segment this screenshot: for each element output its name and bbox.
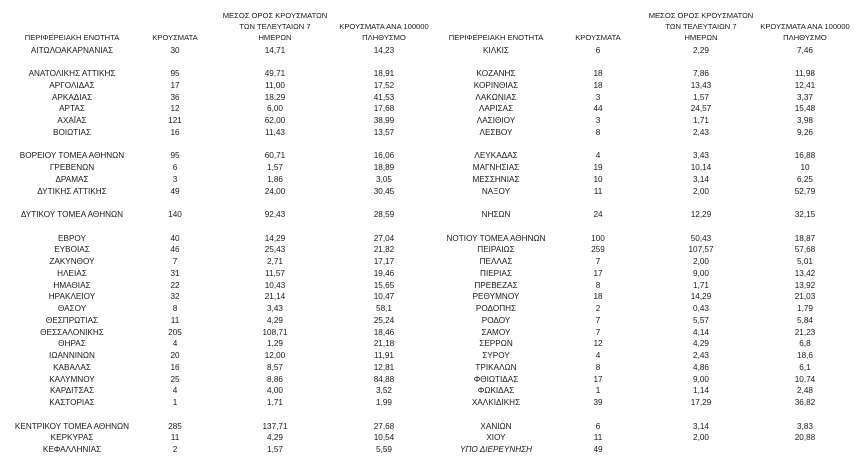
right-cases-cell: 18 <box>593 80 603 90</box>
left-header-avg-2: ΤΩΝ ΤΕΛΕΥΤΑΙΩΝ 7 <box>239 22 311 31</box>
right-avg-cell: 1,57 <box>693 92 709 102</box>
right-per100k-cell: 57,68 <box>794 245 816 255</box>
right-cases-cell: 24 <box>593 210 603 219</box>
left-region-cell: ΚΑΣΤΟΡΙΑΣ <box>49 398 95 407</box>
right-per100k-cell: 10 <box>800 163 810 172</box>
left-avg-cell: 2,71 <box>267 257 283 266</box>
left-region-cell: ΗΛΕΙΑΣ <box>57 268 87 278</box>
left-region-cell: ΚΕΦΑΛΛΗΝΙΑΣ <box>42 445 102 454</box>
left-avg-cell: 10,43 <box>264 280 286 290</box>
left-avg-cell: 1,71 <box>267 398 283 407</box>
left-avg-cell: 6,00 <box>267 104 283 114</box>
left-cases-cell: 8 <box>172 304 178 313</box>
left-region-cell: ΘΑΣΟΥ <box>57 304 87 313</box>
right-per100k-cell: 12,41 <box>794 80 816 90</box>
right-header-avg-2: ΤΩΝ ΤΕΛΕΥΤΑΙΩΝ 7 <box>665 22 737 31</box>
right-per100k-cell: 5,84 <box>797 315 813 325</box>
right-avg-cell: 2,29 <box>693 45 709 55</box>
left-per100k-cell: 38,99 <box>373 116 395 125</box>
left-cases-cell: 30 <box>170 45 180 55</box>
left-per100k-cell: 17,17 <box>373 257 395 266</box>
left-region-cell: ΘΕΣΠΡΩΤΙΑΣ <box>45 315 99 325</box>
right-region-cell: ΛΕΥΚΑΔΑΣ <box>474 151 518 161</box>
right-cases-cell: 49 <box>593 445 603 454</box>
left-per100k-cell: 3,52 <box>376 386 392 396</box>
left-cases-cell: 40 <box>170 233 180 243</box>
left-per100k-cell: 19,46 <box>373 268 395 278</box>
left-cases-cell: 16 <box>170 362 180 372</box>
left-avg-cell: 4,29 <box>267 433 283 443</box>
right-per100k-cell: 13,42 <box>794 268 816 278</box>
left-cases-cell: 95 <box>170 151 180 161</box>
left-region-cell: ΕΥΒΟΙΑΣ <box>54 245 90 255</box>
right-cases-cell: 4 <box>595 151 601 161</box>
left-avg-cell: 3,43 <box>267 304 283 313</box>
right-avg-cell: 2,43 <box>693 127 709 137</box>
right-avg-cell: 3,14 <box>693 174 709 184</box>
left-region-cell: ΚΑΛΥΜΝΟΥ <box>49 374 95 384</box>
left-cases-cell: 32 <box>170 292 180 302</box>
left-per100k-cell: 25,24 <box>373 315 395 325</box>
left-cases-cell: 25 <box>170 374 180 384</box>
right-avg-cell: 1,71 <box>693 116 709 125</box>
left-avg-cell: 1,57 <box>267 445 283 454</box>
right-avg-cell: 4,29 <box>693 339 709 349</box>
right-cases-cell: 3 <box>595 116 601 125</box>
left-cases-cell: 49 <box>170 186 180 196</box>
right-avg-cell: 5,57 <box>693 315 709 325</box>
right-region-cell: ΚΙΛΚΙΣ <box>482 45 509 55</box>
left-region-cell: ΑΡΓΟΛΙΔΑΣ <box>49 80 95 90</box>
right-cases-cell: 18 <box>593 69 603 78</box>
right-region-cell: ΡΕΘΥΜΝΟΥ <box>472 292 520 302</box>
right-cases-cell: 7 <box>595 257 601 266</box>
right-avg-cell: 1,14 <box>693 386 709 396</box>
right-header-avg-1: ΜΕΣΟΣ ΟΡΟΣ ΚΡΟΥΣΜΑΤΩΝ <box>648 11 754 20</box>
right-region-cell: ΚΟΡΙΝΘΙΑΣ <box>473 80 519 90</box>
left-region-cell: ΚΕΡΚΥΡΑΣ <box>50 433 94 443</box>
right-cases-cell: 10 <box>593 174 603 184</box>
right-cases-cell: 17 <box>593 374 603 384</box>
left-header-avg-3: ΗΜΕΡΩΝ <box>258 33 292 42</box>
left-per100k-cell: 10,54 <box>373 433 395 443</box>
left-avg-cell: 14,29 <box>264 233 286 243</box>
right-per100k-cell: 1,79 <box>797 304 813 313</box>
right-region-cell: ΝΟΤΙΟΥ ΤΟΜΕΑ ΑΘΗΝΩΝ <box>446 233 546 243</box>
right-avg-cell: 24,57 <box>690 104 712 114</box>
left-cases-cell: 17 <box>170 80 180 90</box>
right-cases-cell: 44 <box>593 104 603 114</box>
left-region-cell: ΗΜΑΘΙΑΣ <box>53 280 91 290</box>
right-region-cell: ΠΕΛΛΑΣ <box>479 257 513 266</box>
left-avg-cell: 11,00 <box>265 80 285 90</box>
right-per100k-cell: 13,92 <box>794 280 816 290</box>
left-cases-cell: 11 <box>170 315 180 325</box>
right-region-cell: ΡΟΔΟΠΗΣ <box>475 304 517 313</box>
left-region-cell: ΖΑΚΥΝΘΟΥ <box>49 257 95 266</box>
right-per100k-cell: 3,83 <box>797 421 813 431</box>
left-cases-cell: 31 <box>170 268 180 278</box>
right-per100k-cell: 6,8 <box>799 339 811 349</box>
left-avg-cell: 4,29 <box>267 315 283 325</box>
left-header-region: ΠΕΡΙΦΕΡΕΙΑΚΗ ΕΝΟΤΗΤΑ <box>24 33 120 42</box>
right-cases-cell: 39 <box>593 398 603 407</box>
right-avg-cell: 12,29 <box>690 210 712 219</box>
right-avg-cell: 14,29 <box>690 292 712 302</box>
left-avg-cell: 18,29 <box>264 92 286 102</box>
left-region-cell: ΘΗΡΑΣ <box>58 339 86 349</box>
left-per100k-cell: 3,05 <box>376 174 392 184</box>
right-region-cell: ΠΕΙΡΑΙΩΣ <box>477 245 515 255</box>
right-cases-cell: 7 <box>595 315 601 325</box>
left-region-cell: ΑΧΑΪΑΣ <box>57 116 87 125</box>
right-per100k-cell: 11,98 <box>795 69 815 78</box>
right-region-cell: ΧΑΛΚΙΔΙΚΗΣ <box>471 398 521 407</box>
right-header-per100k-2: ΠΛΗΘΥΣΜΟ <box>783 33 827 42</box>
left-avg-cell: 11,57 <box>265 268 285 278</box>
right-region-cell: ΧΙΟΥ <box>486 433 506 443</box>
left-header-cases: ΚΡΟΥΣΜΑΤΑ <box>152 33 198 42</box>
left-avg-cell: 4,00 <box>267 386 283 396</box>
left-cases-cell: 7 <box>172 257 178 266</box>
right-cases-cell: 17 <box>593 268 603 278</box>
right-region-cell: ΛΑΚΩΝΙΑΣ <box>475 92 517 102</box>
left-cases-cell: 285 <box>168 421 182 431</box>
right-per100k-cell: 21,03 <box>794 292 816 302</box>
left-avg-cell: 92,43 <box>264 210 286 219</box>
left-per100k-cell: 30,45 <box>373 186 395 196</box>
left-region-cell: ΑΡΤΑΣ <box>59 104 85 114</box>
right-cases-cell: 8 <box>595 280 601 290</box>
left-per100k-cell: 18,89 <box>373 163 395 172</box>
right-avg-cell: 10,14 <box>690 163 712 172</box>
right-per100k-cell: 6,25 <box>797 174 813 184</box>
right-cases-cell: 18 <box>593 292 603 302</box>
left-cases-cell: 1 <box>172 398 178 407</box>
right-per100k-cell: 18,6 <box>797 351 813 360</box>
right-avg-cell: 7,86 <box>693 69 709 78</box>
left-cases-cell: 6 <box>172 163 178 172</box>
left-per100k-cell: 17,52 <box>373 80 395 90</box>
right-avg-cell: 17,29 <box>690 398 712 407</box>
right-cases-cell: 100 <box>591 233 605 243</box>
right-cases-cell: 4 <box>595 351 601 360</box>
left-avg-cell: 12,00 <box>264 351 286 360</box>
left-header-avg-1: ΜΕΣΟΣ ΟΡΟΣ ΚΡΟΥΣΜΑΤΩΝ <box>222 11 328 20</box>
left-per100k-cell: 27,68 <box>373 421 395 431</box>
right-header-per100k-1: ΚΡΟΥΣΜΑΤΑ ΑΝΑ 100000 <box>760 22 850 31</box>
right-region-cell: ΥΠΟ ΔΙΕΡΕΥΝΗΣΗ <box>460 445 532 454</box>
right-per100k-cell: 6,1 <box>799 362 811 372</box>
left-per100k-cell: 16,06 <box>373 151 395 161</box>
right-per100k-cell: 18,87 <box>794 233 816 243</box>
left-region-cell: ΒΟΡΕΙΟΥ ΤΟΜΕΑ ΑΘΗΝΩΝ <box>19 151 125 161</box>
left-region-cell: ΔΡΑΜΑΣ <box>55 174 89 184</box>
right-region-cell: ΣΥΡΟΥ <box>482 351 510 360</box>
left-per100k-cell: 13,57 <box>373 127 395 137</box>
right-cases-cell: 8 <box>595 362 601 372</box>
right-avg-cell: 3,43 <box>693 151 709 161</box>
right-per100k-cell: 3,98 <box>797 116 813 125</box>
right-region-cell: ΚΟΖΑΝΗΣ <box>476 69 516 78</box>
left-cases-cell: 121 <box>168 116 182 125</box>
left-avg-cell: 14,71 <box>264 45 286 55</box>
right-region-cell: ΦΘΙΩΤΙΔΑΣ <box>473 374 519 384</box>
left-cases-cell: 2 <box>172 445 178 454</box>
left-per100k-cell: 14,23 <box>373 45 395 55</box>
right-avg-cell: 0,43 <box>693 304 709 313</box>
left-avg-cell: 8,57 <box>267 362 283 372</box>
left-cases-cell: 4 <box>172 339 178 349</box>
left-cases-cell: 12 <box>170 104 180 114</box>
left-avg-cell: 49,71 <box>264 69 286 78</box>
right-avg-cell: 1,71 <box>693 280 709 290</box>
right-region-cell: ΠΙΕΡΙΑΣ <box>480 268 512 278</box>
right-header-cases: ΚΡΟΥΣΜΑΤΑ <box>575 33 621 42</box>
left-per100k-cell: 28,59 <box>373 210 395 219</box>
left-per100k-cell: 84,88 <box>373 374 395 384</box>
left-header-per100k-2: ΠΛΗΘΥΣΜΟ <box>362 33 406 42</box>
right-avg-cell: 13,43 <box>690 80 712 90</box>
right-per100k-cell: 21,23 <box>794 327 816 337</box>
left-avg-cell: 8,86 <box>267 374 283 384</box>
left-per100k-cell: 18,91 <box>373 69 395 78</box>
left-cases-cell: 3 <box>172 174 178 184</box>
right-region-cell: ΧΑΝΙΩΝ <box>480 421 512 431</box>
left-cases-cell: 95 <box>170 69 180 78</box>
left-cases-cell: 22 <box>170 280 180 290</box>
left-cases-cell: 36 <box>170 92 180 102</box>
left-cases-cell: 4 <box>172 386 178 396</box>
left-cases-cell: 20 <box>170 351 180 360</box>
left-avg-cell: 137,71 <box>262 421 288 431</box>
left-region-cell: ΕΒΡΟΥ <box>58 233 86 243</box>
left-cases-cell: 16 <box>170 127 180 137</box>
left-per100k-cell: 10,47 <box>373 292 395 302</box>
right-cases-cell: 11 <box>593 433 603 443</box>
left-avg-cell: 108,71 <box>262 327 288 337</box>
left-region-cell: ΑΙΤΩΛΟΑΚΑΡΝΑΝΙΑΣ <box>30 45 114 55</box>
left-avg-cell: 1,29 <box>267 339 283 349</box>
right-per100k-cell: 10,74 <box>794 374 816 384</box>
left-per100k-cell: 12,81 <box>373 362 395 372</box>
left-cases-cell: 205 <box>168 327 182 337</box>
left-avg-cell: 1,86 <box>267 174 283 184</box>
left-header-per100k-1: ΚΡΟΥΣΜΑΤΑ ΑΝΑ 100000 <box>339 22 429 31</box>
left-avg-cell: 60,71 <box>264 151 286 161</box>
right-avg-cell: 2,00 <box>693 186 709 196</box>
right-avg-cell: 4,86 <box>693 362 709 372</box>
left-avg-cell: 1,57 <box>267 163 283 172</box>
right-cases-cell: 12 <box>593 339 603 349</box>
left-region-cell: ΒΟΙΩΤΙΑΣ <box>52 127 92 137</box>
right-cases-cell: 19 <box>593 163 603 172</box>
right-avg-cell: 9,00 <box>693 374 709 384</box>
left-region-cell: ΚΕΝΤΡΙΚΟΥ ΤΟΜΕΑ ΑΘΗΝΩΝ <box>14 421 130 431</box>
right-cases-cell: 7 <box>595 327 601 337</box>
right-cases-cell: 3 <box>595 92 601 102</box>
left-region-cell: ΘΕΣΣΑΛΟΝΙΚΗΣ <box>40 327 104 337</box>
right-avg-cell: 2,00 <box>693 433 709 443</box>
right-region-cell: ΛΑΣΙΘΙΟΥ <box>476 116 516 125</box>
right-region-cell: ΝΗΣΩΝ <box>481 210 511 219</box>
right-avg-cell: 3,14 <box>693 421 709 431</box>
right-per100k-cell: 9,26 <box>797 127 813 137</box>
left-per100k-cell: 1,99 <box>376 398 392 407</box>
right-header-region: ΠΕΡΙΦΕΡΕΙΑΚΗ ΕΝΟΤΗΤΑ <box>448 33 544 42</box>
right-per100k-cell: 7,46 <box>797 45 813 55</box>
right-cases-cell: 8 <box>595 127 601 137</box>
left-avg-cell: 62,00 <box>264 116 286 125</box>
right-avg-cell: 2,43 <box>693 351 709 360</box>
left-avg-cell: 24,00 <box>264 186 286 196</box>
right-per100k-cell: 20,88 <box>794 433 816 443</box>
right-region-cell: ΣΕΡΡΩΝ <box>479 339 513 349</box>
right-avg-cell: 50,43 <box>690 233 712 243</box>
left-cases-cell: 11 <box>170 433 180 443</box>
right-region-cell: ΛΕΣΒΟΥ <box>479 127 513 137</box>
right-cases-cell: 6 <box>595 421 601 431</box>
left-per100k-cell: 41,53 <box>373 92 395 102</box>
right-per100k-cell: 15,48 <box>794 104 816 114</box>
left-cases-cell: 46 <box>170 245 180 255</box>
left-per100k-cell: 18,46 <box>373 327 395 337</box>
right-per100k-cell: 36,82 <box>794 398 816 407</box>
right-region-cell: ΤΡΙΚΑΛΩΝ <box>475 362 517 372</box>
right-per100k-cell: 5,01 <box>797 257 813 266</box>
left-region-cell: ΚΑΡΔΙΤΣΑΣ <box>49 386 95 396</box>
left-region-cell: ΓΡΕΒΕΝΩΝ <box>49 163 95 172</box>
right-region-cell: ΠΡΕΒΕΖΑΣ <box>474 280 518 290</box>
right-region-cell: ΛΑΡΙΣΑΣ <box>478 104 514 114</box>
left-region-cell: ΗΡΑΚΛΕΙΟΥ <box>48 292 96 302</box>
left-per100k-cell: 17,68 <box>373 104 395 114</box>
left-region-cell: ΔΥΤΙΚΗΣ ΑΤΤΙΚΗΣ <box>37 186 107 196</box>
left-region-cell: ΑΝΑΤΟΛΙΚΗΣ ΑΤΤΙΚΗΣ <box>28 69 116 78</box>
left-cases-cell: 140 <box>168 210 182 219</box>
left-avg-cell: 21,14 <box>264 292 286 302</box>
left-per100k-cell: 27,04 <box>373 233 395 243</box>
right-cases-cell: 6 <box>595 45 601 55</box>
left-region-cell: ΔΥΤΙΚΟΥ ΤΟΜΕΑ ΑΘΗΝΩΝ <box>20 210 124 219</box>
right-avg-cell: 4,14 <box>693 327 709 337</box>
right-cases-cell: 259 <box>591 245 605 255</box>
right-per100k-cell: 52,79 <box>794 186 816 196</box>
left-per100k-cell: 15,65 <box>373 280 395 290</box>
left-region-cell: ΙΩΑΝΝΙΝΩΝ <box>49 351 95 360</box>
right-avg-cell: 107,57 <box>688 245 714 255</box>
right-cases-cell: 1 <box>595 386 601 396</box>
right-region-cell: ΣΑΜΟΥ <box>481 327 511 337</box>
left-avg-cell: 25,43 <box>264 245 286 255</box>
right-avg-cell: 2,00 <box>693 257 709 266</box>
right-region-cell: ΡΟΔΟΥ <box>481 315 511 325</box>
left-per100k-cell: 5,59 <box>376 445 392 454</box>
right-per100k-cell: 16,88 <box>794 151 816 161</box>
right-region-cell: ΜΑΓΝΗΣΙΑΣ <box>472 163 520 172</box>
right-per100k-cell: 2,48 <box>797 386 813 396</box>
right-region-cell: ΦΩΚΙΔΑΣ <box>477 386 515 396</box>
right-region-cell: ΝΑΞΟΥ <box>481 186 511 196</box>
right-header-avg-3: ΗΜΕΡΩΝ <box>684 33 718 42</box>
left-per100k-cell: 11,91 <box>374 351 394 360</box>
right-per100k-cell: 32,15 <box>794 210 816 219</box>
left-per100k-cell: 21,18 <box>373 339 395 349</box>
left-avg-cell: 11,43 <box>265 127 285 137</box>
right-per100k-cell: 3,37 <box>797 92 813 102</box>
left-per100k-cell: 21,82 <box>373 245 395 255</box>
left-region-cell: ΚΑΒΑΛΑΣ <box>53 362 91 372</box>
left-per100k-cell: 58,1 <box>376 304 392 313</box>
right-avg-cell: 9,00 <box>693 268 709 278</box>
right-cases-cell: 11 <box>593 186 603 196</box>
left-region-cell: ΑΡΚΑΔΙΑΣ <box>51 92 93 102</box>
right-region-cell: ΜΕΣΣΗΝΙΑΣ <box>472 174 520 184</box>
right-cases-cell: 2 <box>595 304 601 313</box>
